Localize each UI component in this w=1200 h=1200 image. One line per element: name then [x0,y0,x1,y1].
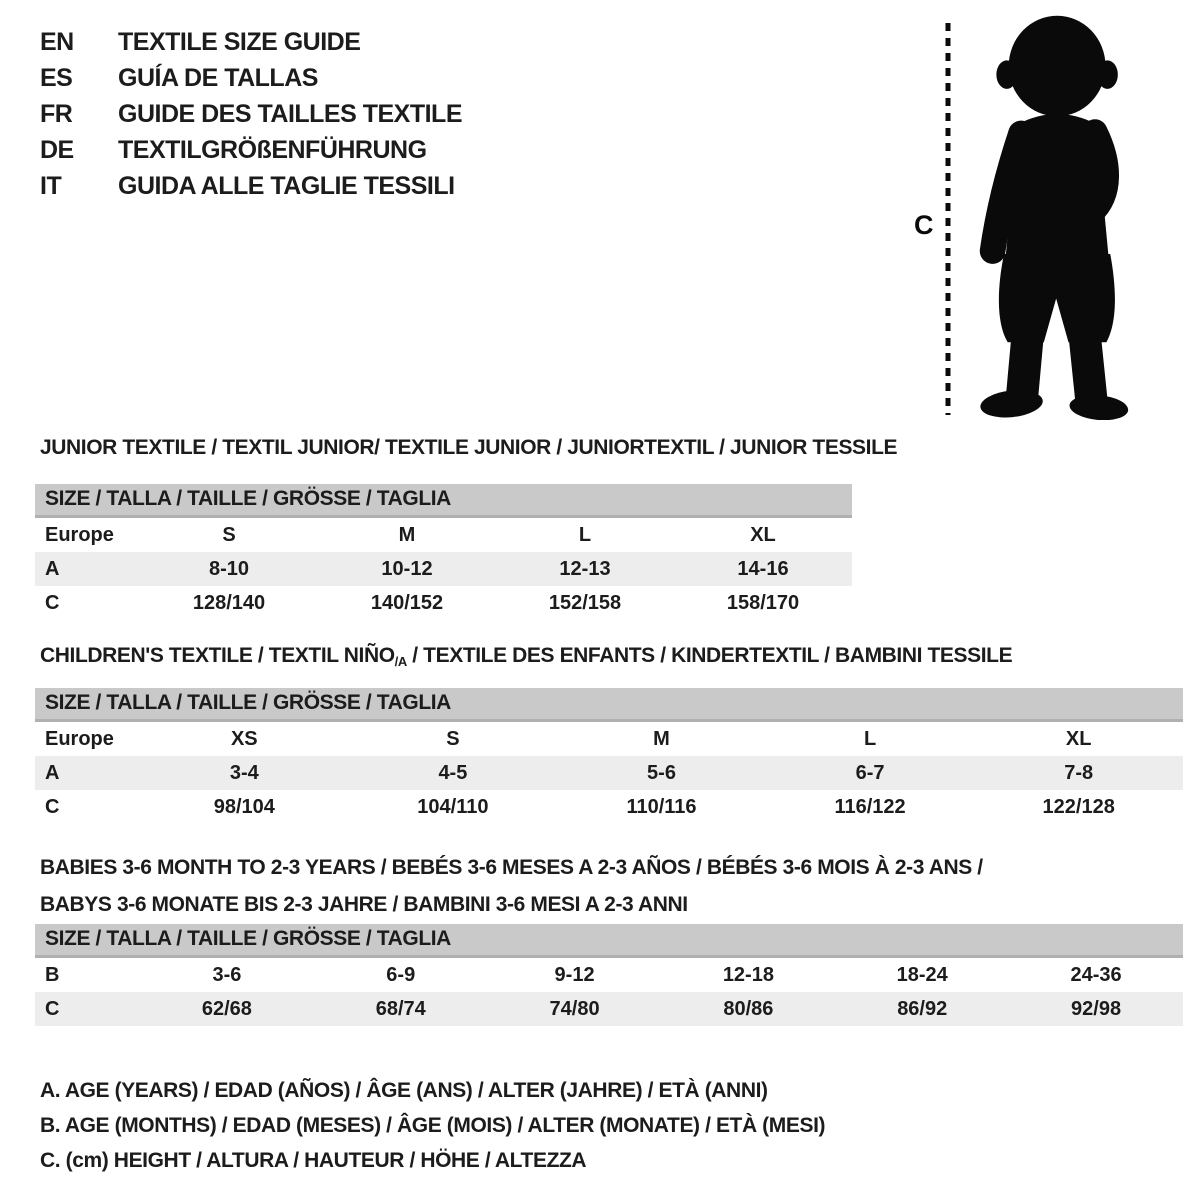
section-babies-title [40,849,983,923]
size-header-bar: SIZE / TALLA / TAILLE / GRÖSSE / TAGLIA [35,484,852,517]
size-value-cell: XL [750,524,776,546]
footnote-c: C. (cm) HEIGHT / ALTURA / HAUTEUR / HÖHE / ALTEZZA [40,1149,587,1172]
size-value-cell: 98/104 [213,796,275,818]
size-value-cell: XL [1065,728,1092,750]
table-row [35,517,852,553]
size-value-cell: 12-18 [722,964,774,986]
children-size-table [35,688,1183,824]
language-title: TEXTILE SIZE GUIDE [118,28,361,56]
table-row [35,756,1183,790]
babies-title-line-1: BABIES 3-6 MONTH TO 2-3 YEARS / BEBÉS 3-6 MESES A 2-3 AÑOS / BÉBÉS 3-6 MOIS À 2-3 ANS / [40,856,983,879]
measure-label-c: C [914,210,934,240]
language-row [40,168,462,204]
language-title: TEXTILGRÖßENFÜHRUNG [118,136,427,164]
size-value-cell: 6-7 [855,762,885,784]
children-title-subscript: /A [394,654,407,669]
table-row [35,721,1183,757]
size-value-cell: 122/128 [1042,796,1115,818]
size-value-cell: 86/92 [897,998,948,1020]
size-value-cell: 7-8 [1064,762,1094,784]
babies-size-table [35,924,1183,1026]
language-code: FR [40,100,73,128]
size-value-cell: 6-9 [386,964,416,986]
size-value-cell: 3-6 [212,964,242,986]
row-label: C [45,592,60,614]
table-row [35,957,1183,993]
size-value-cell: 74/80 [549,998,600,1020]
children-title-text: CHILDREN'S TEXTILE / TEXTIL NIÑO [40,644,395,667]
row-label: Europe [45,728,114,750]
size-value-cell: M [653,728,670,750]
language-row [40,132,462,168]
size-value-cell: 8-10 [208,558,250,580]
size-value-cell: 14-16 [737,558,789,580]
size-value-cell: L [863,728,877,750]
language-row [40,60,462,96]
toddler-silhouette-icon [964,12,1154,420]
row-label: A [45,762,60,784]
size-value-cell: 4-5 [438,762,468,784]
table-row [35,552,852,586]
row-label: C [45,796,60,818]
table-row [35,790,1183,824]
language-title: GUÍA DE TALLAS [118,64,318,92]
language-title: GUIDE DES TAILLES TEXTILE [118,100,463,128]
size-value-cell: M [398,524,416,546]
size-value-cell: 128/140 [192,592,266,614]
size-header-bar: SIZE / TALLA / TAILLE / GRÖSSE / TAGLIA [35,688,1183,721]
row-label: B [45,964,60,986]
language-row [40,24,462,60]
size-value-cell: 18-24 [896,964,948,986]
row-label: A [45,558,60,580]
size-value-cell: 24-36 [1070,964,1122,986]
size-value-cell: 5-6 [647,762,676,784]
size-value-cell: XS [230,728,258,750]
height-measure-line [942,15,954,420]
size-value-cell: 158/170 [726,592,800,614]
size-value-cell: 104/110 [417,796,489,818]
size-value-cell: 62/68 [201,998,252,1020]
section-junior-title: JUNIOR TEXTILE / TEXTIL JUNIOR/ TEXTILE JUNIOR / JUNIORTEXTIL / JUNIOR TESSILE [40,436,898,459]
size-value-cell: 9-12 [554,964,595,986]
language-code: EN [40,28,74,56]
language-code: ES [40,64,73,92]
size-value-cell: 10-12 [381,558,433,580]
section-children-title [40,644,1012,669]
size-value-cell: 110/116 [626,796,697,818]
size-value-cell: 140/152 [370,592,444,614]
language-code: DE [40,136,74,164]
size-value-cell: 92/98 [1071,998,1122,1020]
row-label: C [45,998,60,1020]
language-header [40,24,462,204]
size-value-cell: 12-13 [559,558,611,580]
size-value-cell: 68/74 [375,998,426,1020]
size-value-cell: 80/86 [723,998,774,1020]
size-value-cell: 116/122 [834,796,906,818]
size-value-cell: L [578,524,592,546]
size-value-cell: S [446,728,460,750]
junior-size-table [35,484,852,620]
row-label: Europe [45,524,114,546]
babies-title-line-2: BABYS 3-6 MONATE BIS 2-3 JAHRE / BAMBINI 3-6 MESI A 2-3 ANNI [40,893,688,916]
size-value-cell: S [222,524,236,546]
size-header-bar: SIZE / TALLA / TAILLE / GRÖSSE / TAGLIA [35,924,1183,957]
language-title: GUIDA ALLE TAGLIE TESSILI [118,172,455,200]
table-row [35,992,1183,1026]
table-row [35,586,852,620]
children-title-text: / TEXTILE DES ENFANTS / KINDERTEXTIL / BAMBINI TESSILE [406,644,1013,667]
height-figure [912,10,1164,425]
size-value-cell: 152/158 [548,592,622,614]
footnote-b: B. AGE (MONTHS) / EDAD (MESES) / ÂGE (MOIS) / ALTER (MONATE) / ETÀ (MESI) [40,1114,826,1137]
footnotes [40,1073,825,1178]
footnote-a: A. AGE (YEARS) / EDAD (AÑOS) / ÂGE (ANS) / ALTER (JAHRE) / ETÀ (ANNI) [40,1079,768,1102]
language-row [40,96,462,132]
size-value-cell: 3-4 [229,762,259,784]
language-code: IT [40,172,62,200]
